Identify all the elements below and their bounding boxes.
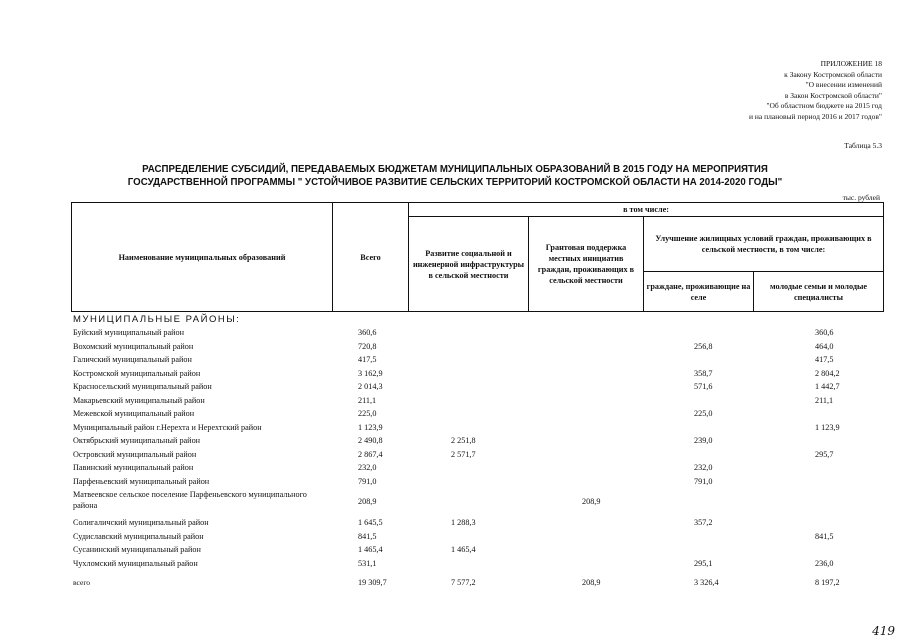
cell-young: 841,5	[815, 531, 834, 541]
table-row	[73, 434, 885, 448]
cell-citizens: 3 326,4	[694, 578, 719, 587]
cell-citizens: 225,0	[694, 409, 713, 418]
municipality-name: Вохомский муниципальный район	[73, 341, 194, 351]
header-including: в том числе:	[409, 203, 884, 217]
table-row	[73, 475, 885, 489]
municipality-name: Судиславский муниципальный район	[73, 531, 204, 541]
page-mark: 419	[872, 624, 895, 638]
cell-young: 8 197,2	[815, 578, 840, 587]
municipality-name: Островский муниципальный район	[73, 449, 197, 459]
header-citizens: граждане, проживающие на селе	[644, 272, 754, 312]
header-total: Всего	[333, 203, 409, 312]
cell-infra: 2 251,8	[451, 436, 476, 445]
header-housing: Улучшение жилищных условий граждан, проживающих в сельской местности, в том числе:	[644, 217, 884, 272]
appendix-line: в Закон Костромской области"	[784, 90, 882, 100]
cell-citizens: 571,6	[694, 382, 713, 391]
cell-young: 211,1	[815, 395, 834, 405]
municipality-name: Муниципальный район г.Нерехта и Нерехтский район	[73, 422, 262, 432]
appendix-header	[552, 59, 882, 123]
cell-citizens: 239,0	[694, 436, 713, 445]
table-row	[73, 530, 885, 544]
municipality-name: Сусанинский муниципальный район	[73, 545, 201, 554]
municipality-name: Парфеньевский муниципальный район	[73, 476, 210, 486]
cell-total: 720,8	[358, 341, 377, 351]
totals-row	[73, 576, 885, 590]
municipality-name: Красносельский муниципальный район	[73, 382, 212, 391]
table-row	[73, 380, 885, 394]
cell-total: 232,0	[358, 463, 377, 472]
table-number: Таблица 5.3	[844, 141, 882, 150]
table-row	[73, 461, 885, 475]
cell-total: 225,0	[358, 409, 377, 418]
cell-young: 2 804,2	[815, 368, 840, 378]
table-row	[73, 394, 885, 408]
cell-citizens: 295,1	[694, 558, 713, 568]
document-title	[40, 163, 870, 189]
cell-infra: 2 571,7	[451, 449, 476, 459]
municipality-name: Чухломский муниципальный район	[73, 558, 198, 568]
cell-total: 1 645,5	[358, 518, 383, 527]
cell-total: 531,1	[358, 558, 377, 568]
cell-infra: 1 288,3	[451, 518, 476, 527]
totals-label: всего	[73, 578, 91, 587]
cell-young: 360,6	[815, 328, 834, 337]
section-label: МУНИЦИПАЛЬНЫЕ РАЙОНЫ:	[73, 314, 241, 325]
cell-total: 208,9	[358, 497, 377, 506]
cell-total: 417,5	[358, 355, 377, 364]
subsidy-table-header	[71, 202, 884, 312]
cell-total: 1 465,4	[358, 545, 383, 554]
cell-total: 3 162,9	[358, 368, 383, 378]
appendix-line: и на плановый период 2016 и 2017 годов"	[749, 111, 882, 121]
cell-citizens: 358,7	[694, 368, 713, 378]
cell-grant: 208,9	[582, 497, 601, 506]
table-row	[73, 326, 885, 340]
municipality-name: Матвеевское сельское поселение Парфеньевского муниципального района	[73, 490, 307, 510]
header-infra: Развитие социальной и инженерной инфраструктуры в сельской местности	[409, 217, 529, 312]
municipality-name: Макарьевский муниципальный район	[73, 395, 205, 405]
table-row	[73, 543, 885, 557]
cell-total: 211,1	[358, 395, 377, 405]
municipality-name: Межевской муниципальный район	[73, 409, 195, 418]
municipality-name: Буйский муниципальный район	[73, 328, 184, 337]
table-row	[73, 421, 885, 435]
title-line-1: РАСПРЕДЕЛЕНИЕ СУБСИДИЙ, ПЕРЕДАВАЕМЫХ БЮДЖЕТАМ МУНИЦИПАЛЬНЫХ ОБРАЗОВАНИЙ В 2015 ГОДУ НА МЕРОПРИЯТИЯ	[142, 164, 768, 175]
header-name: Наименование муниципальных образований	[72, 203, 333, 312]
cell-total: 791,0	[358, 476, 377, 486]
table-body	[73, 314, 885, 590]
header-young: молодые семьи и молодые специалисты	[754, 272, 884, 312]
table-row	[73, 488, 885, 516]
cell-infra: 1 465,4	[451, 545, 476, 554]
municipality-name: Галичский муниципальный район	[73, 355, 192, 364]
cell-total: 2 490,8	[358, 436, 383, 445]
cell-citizens: 232,0	[694, 463, 713, 472]
cell-young: 295,7	[815, 449, 834, 459]
municipality-name: Октябрьский муниципальный район	[73, 436, 201, 445]
appendix-line: "Об областном бюджете на 2015 год	[766, 101, 882, 111]
table-row	[73, 367, 885, 381]
table-row	[73, 448, 885, 462]
cell-grant: 208,9	[582, 578, 601, 587]
cell-young: 417,5	[815, 355, 834, 364]
cell-total: 2 014,3	[358, 382, 383, 391]
table-row	[73, 353, 885, 367]
cell-total: 1 123,9	[358, 422, 383, 432]
cell-total: 360,6	[358, 328, 377, 337]
municipality-name: Павинский муниципальный район	[73, 463, 194, 472]
appendix-line: к Закону Костромской области	[784, 69, 882, 79]
cell-total: 19 309,7	[358, 578, 387, 587]
title-line-2: ГОСУДАРСТВЕННОЙ ПРОГРАММЫ " УСТОЙЧИВОЕ РАЗВИТИЕ СЕЛЬСКИХ ТЕРРИТОРИЙ КОСТРОМСКОЙ ОБЛАСТИ НА 2014-2020 ГОДЫ"	[127, 177, 783, 188]
table-row	[73, 407, 885, 421]
cell-citizens: 256,8	[694, 341, 713, 351]
cell-young: 464,0	[815, 341, 834, 351]
cell-young: 236,0	[815, 558, 834, 568]
cell-total: 841,5	[358, 531, 377, 541]
unit-label: тыс. рублей	[842, 193, 880, 202]
cell-infra: 7 577,2	[451, 578, 476, 587]
cell-young: 1 442,7	[815, 382, 840, 391]
data-rows	[73, 326, 885, 570]
municipality-name: Костромской муниципальный район	[73, 368, 201, 378]
cell-total: 2 867,4	[358, 449, 383, 459]
table-row	[73, 516, 885, 530]
table-row	[73, 340, 885, 354]
municipality-name: Солигаличский муниципальный район	[73, 518, 209, 527]
appendix-line: "О внесении изменений	[805, 80, 882, 90]
cell-citizens: 357,2	[694, 518, 713, 527]
header-grant: Грантовая поддержка местных инициатив граждан, проживающих в сельской местности	[529, 217, 644, 312]
appendix-line: ПРИЛОЖЕНИЕ 18	[820, 59, 882, 68]
table-row	[73, 557, 885, 571]
cell-citizens: 791,0	[694, 476, 713, 486]
cell-young: 1 123,9	[815, 422, 840, 432]
